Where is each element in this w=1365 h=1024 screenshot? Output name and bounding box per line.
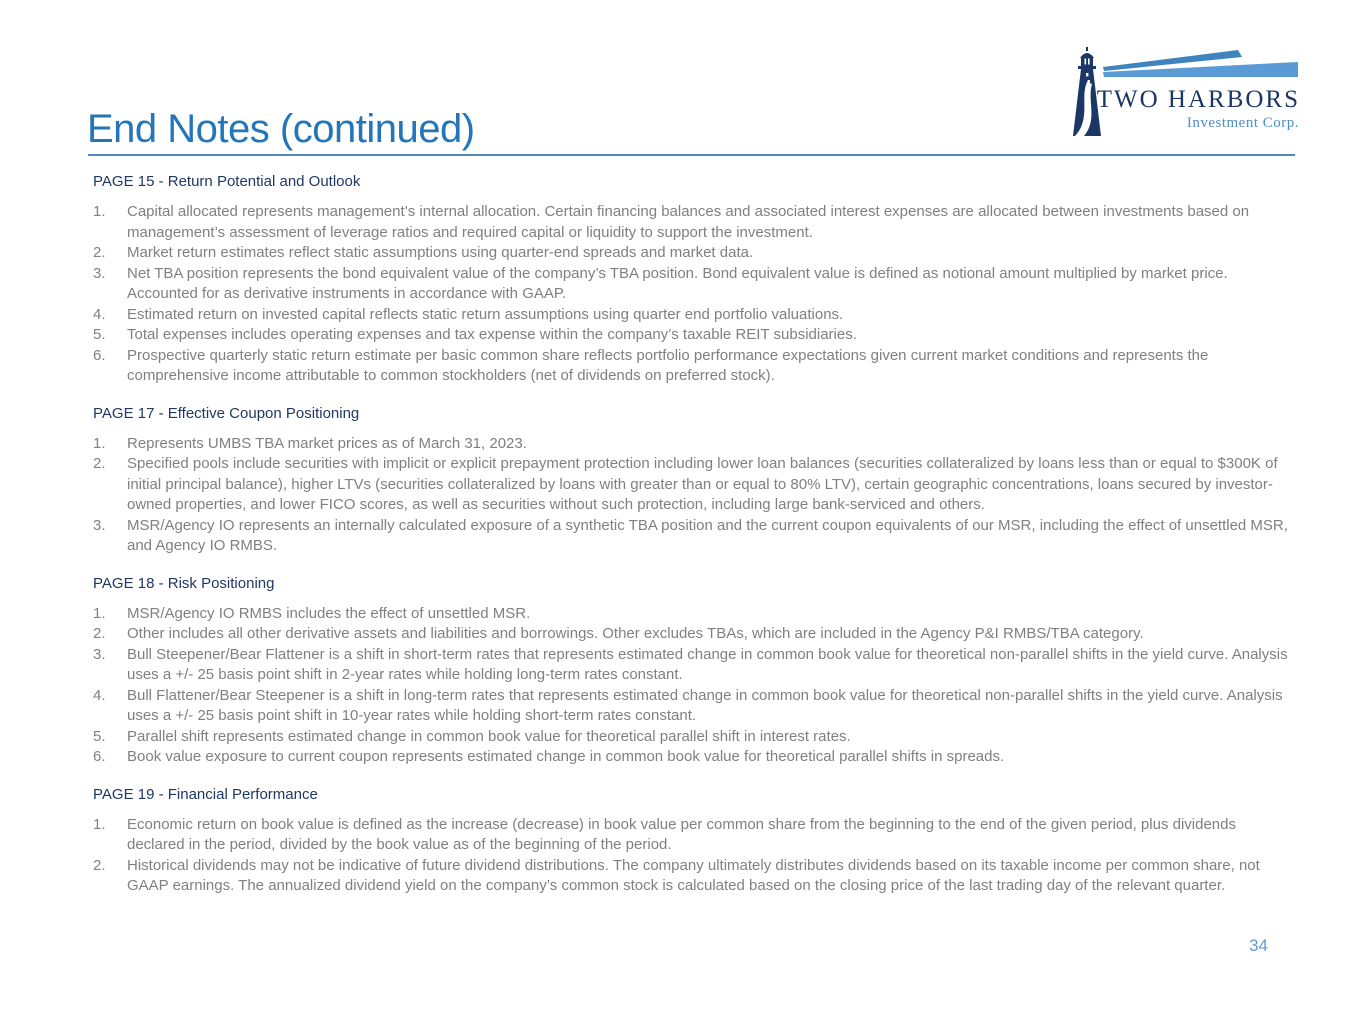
company-logo <box>1070 46 1300 138</box>
note-item: Bull Steepener/Bear Flattener is a shift in short-term rates that represents estimated change in common book value for theoretical non-parallel shifts in the yield curve. Analysis uses a +/- 25 basis point shift in 2-year rates while holding long-term rates constant. <box>127 645 1288 683</box>
note-item: Economic return on book value is defined as the increase (decrease) in book value per common share from the beginning to the end of the given period, plus dividends declared in the period, divided by the book value as of the beginning of the period. <box>127 815 1236 853</box>
section-heading-page15: PAGE 15 - Return Potential and Outlook <box>93 173 361 190</box>
note-item: Historical dividends may not be indicative of future dividend distributions. The company ultimately distributes dividends based on its taxable income per common share, not GAAP earnings. The annualized dividend yield on the company’s common stock is calculated based on the closing price of the last trading day of the relevant quarter. <box>127 856 1260 894</box>
note-item: MSR/Agency IO represents an internally calculated exposure of a synthetic TBA position and the current coupon equivalents of our MSR, including the effect of unsettled MSR, and Agency IO RMBS. <box>127 516 1288 554</box>
note-item: Parallel shift represents estimated change in common book value for theoretical parallel shift in interest rates. <box>127 727 851 745</box>
note-item: Net TBA position represents the bond equivalent value of the company’s TBA position. Bond equivalent value is defined as notional amount multiplied by market price. Accounted for as derivative instruments in accordance with GAAP. <box>127 264 1228 302</box>
note-item: Prospective quarterly static return estimate per basic common share reflects portfolio performance expectations given current market conditions and represents the comprehensive income attributable to common stockholders (net of dividends on preferred stock). <box>127 346 1209 384</box>
note-item: Total expenses includes operating expenses and tax expense within the company’s taxable REIT subsidiaries. <box>127 326 857 343</box>
note-list-page19 <box>93 815 1295 897</box>
note-item: Book value exposure to current coupon represents estimated change in common book value for theoretical parallel shifts in spreads. <box>127 748 1005 765</box>
note-list-page18 <box>93 604 1295 768</box>
note-item: Other includes all other derivative assets and liabilities and borrowings. Other excludes TBAs, which are included in the Agency P&I RMBS/TBA category. <box>127 625 1144 642</box>
notes-content <box>93 171 1295 897</box>
section-heading-page19: PAGE 19 - Financial Performance <box>93 785 318 803</box>
note-list-page15 <box>93 202 1295 387</box>
note-item: Represents UMBS TBA market prices as of March 31, 2023. <box>127 434 527 452</box>
note-list-page17 <box>93 434 1295 557</box>
section-heading-page18: PAGE 18 - Risk Positioning <box>93 574 275 592</box>
note-item: Specified pools include securities with implicit or explicit prepayment protection including lower loan balances (securities collateralized by loans less than or equal to $300K of initial principal balance), higher LTVs (securities collateralized by loans with greater than or equal to 80% LTV), certain geographic concentrations, loans secured by investor-owned properties, and lower FICO scores, as well as securities without such protection, including large bank-serviced and others. <box>127 455 1278 513</box>
logo-company-name: TWO HARBORS <box>1096 86 1300 113</box>
note-item: Bull Flattener/Bear Steepener is a shift in long-term rates that represents estimated change in common book value for theoretical non-parallel shifts in the yield curve. Analysis uses a +/- 25 basis point shift in 10-year rates while holding short-term rates constant. <box>127 686 1283 724</box>
header-divider <box>88 154 1295 156</box>
note-item: Estimated return on invested capital reflects static return assumptions using quarter end portfolio valuations. <box>127 305 844 323</box>
section-heading-page17: PAGE 17 - Effective Coupon Positioning <box>93 404 360 422</box>
note-item: MSR/Agency IO RMBS includes the effect of unsettled MSR. <box>127 604 531 622</box>
note-item: Capital allocated represents management’s internal allocation. Certain financing balances and associated interest expenses are allocated between investments based on management’s assessment of leverage ratios and required capital or liquidity to support the investment. <box>127 203 1250 241</box>
page-number: 34 <box>1249 936 1268 955</box>
logo-subtitle: Investment Corp. <box>1186 115 1299 131</box>
page-title: End Notes (continued) <box>87 106 475 151</box>
note-item: Market return estimates reflect static assumptions using quarter-end spreads and market data. <box>127 244 754 261</box>
